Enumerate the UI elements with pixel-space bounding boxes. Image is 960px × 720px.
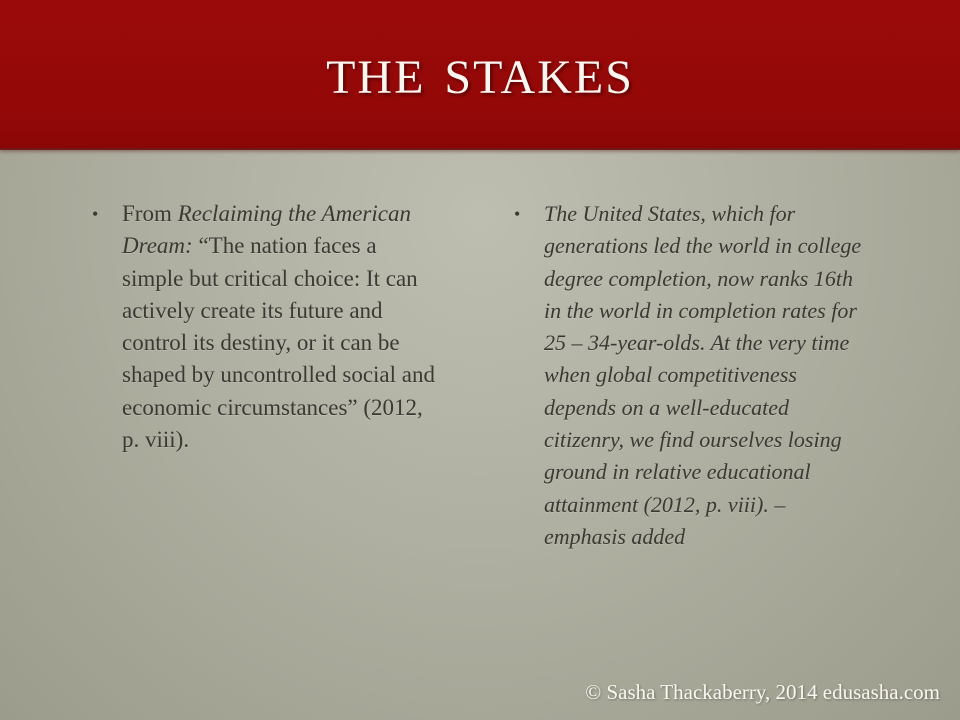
quote-text (122, 198, 442, 456)
slide-title-text: the stakes (326, 32, 634, 108)
list-item (92, 198, 442, 456)
source-title: Reclaiming the American Dream: (122, 201, 411, 259)
right-column (514, 198, 864, 553)
bullet-icon: • (92, 204, 99, 224)
left-column (92, 198, 442, 456)
emphasis-quote: The United States, which for generations led the world in college degree completion, now ranks 16th in the world in completion rates for 25 – 34-year-olds. At the very time when global competitiveness depends on a well-educated citizenry, we find ourselves losing ground in relative educational attainment (2012, p. viii). – emphasis added (544, 201, 862, 549)
copyright-footer: © Sasha Thackaberry, 2014 edusasha.com (585, 680, 940, 704)
bullet-icon: • (514, 204, 521, 224)
quote-body: “The nation faces a simple but critical choice: It can actively create its future and control its destiny, or it can be shaped by uncontrolled social and economic circumstances” (2012, p. viii). (122, 233, 435, 453)
title-banner (0, 0, 960, 150)
list-item (514, 198, 864, 553)
slide-title (0, 32, 960, 108)
quote-prefix: From (122, 201, 178, 226)
